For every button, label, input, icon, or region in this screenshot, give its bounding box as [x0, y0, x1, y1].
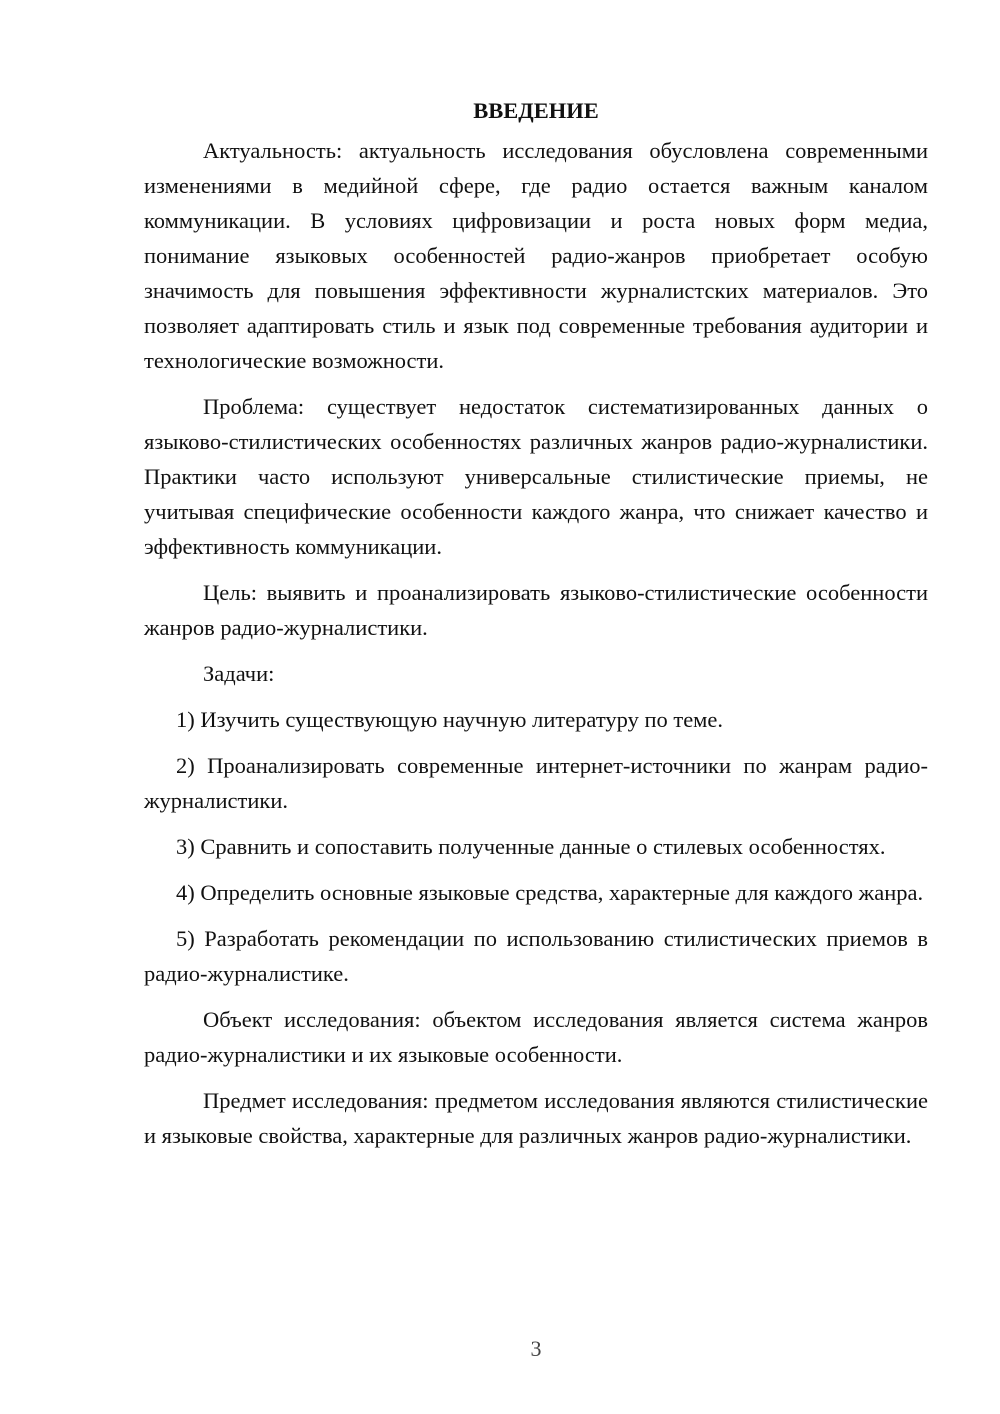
page-body — [144, 93, 928, 1164]
paragraph-goal: Цель: выявить и проанализировать языково-стилистические особенности жанров радио-журналистики. — [144, 580, 928, 640]
paragraph-problem: Проблема: существует недостаток систематизированных данных о языково-стилистических особенностях различных жанров радио-журналистики. Практики часто используют универсальные стилистические приемы, не учитывая специфические особенности каждого жанра, что снижает качество и эффективность коммуникации. — [144, 394, 928, 559]
paragraph-relevance: Актуальность: актуальность исследования обусловлена современными изменениями в медийной сфере, где радио остается важным каналом коммуникации. В условиях цифровизации и роста новых форм медиа, понимание языковых особенностей радио-жанров приобретает особую значимость для повышения эффективности журналистских материалов. Это позволяет адаптировать стиль и язык под современные требования аудитории и технологические возможности. — [144, 138, 928, 373]
list-item: 5) Разработать рекомендации по использованию стилистических приемов в радио-журналистике. — [144, 926, 928, 986]
list-item: 4) Определить основные языковые средства, характерные для каждого жанра. — [176, 880, 924, 905]
list-item: 3) Сравнить и сопоставить полученные данные о стилевых особенностях. — [176, 834, 886, 859]
paragraph-subject: Предмет исследования: предметом исследования являются стилистические и языковые свойства, характерные для различных жанров радио-журналистики. — [144, 1088, 928, 1148]
page-number: 3 — [530, 1336, 542, 1361]
paragraph-object: Объект исследования: объектом исследования является система жанров радио-журналистики и их языковые особенности. — [144, 1007, 928, 1067]
tasks-heading: Задачи: — [203, 661, 275, 686]
page-title: ВВЕДЕНИЕ — [473, 98, 599, 123]
list-item: 1) Изучить существующую научную литературу по теме. — [176, 707, 724, 732]
list-item: 2) Проанализировать современные интернет-источники по жанрам радио-журналистики. — [144, 753, 928, 813]
task-list — [144, 702, 928, 991]
